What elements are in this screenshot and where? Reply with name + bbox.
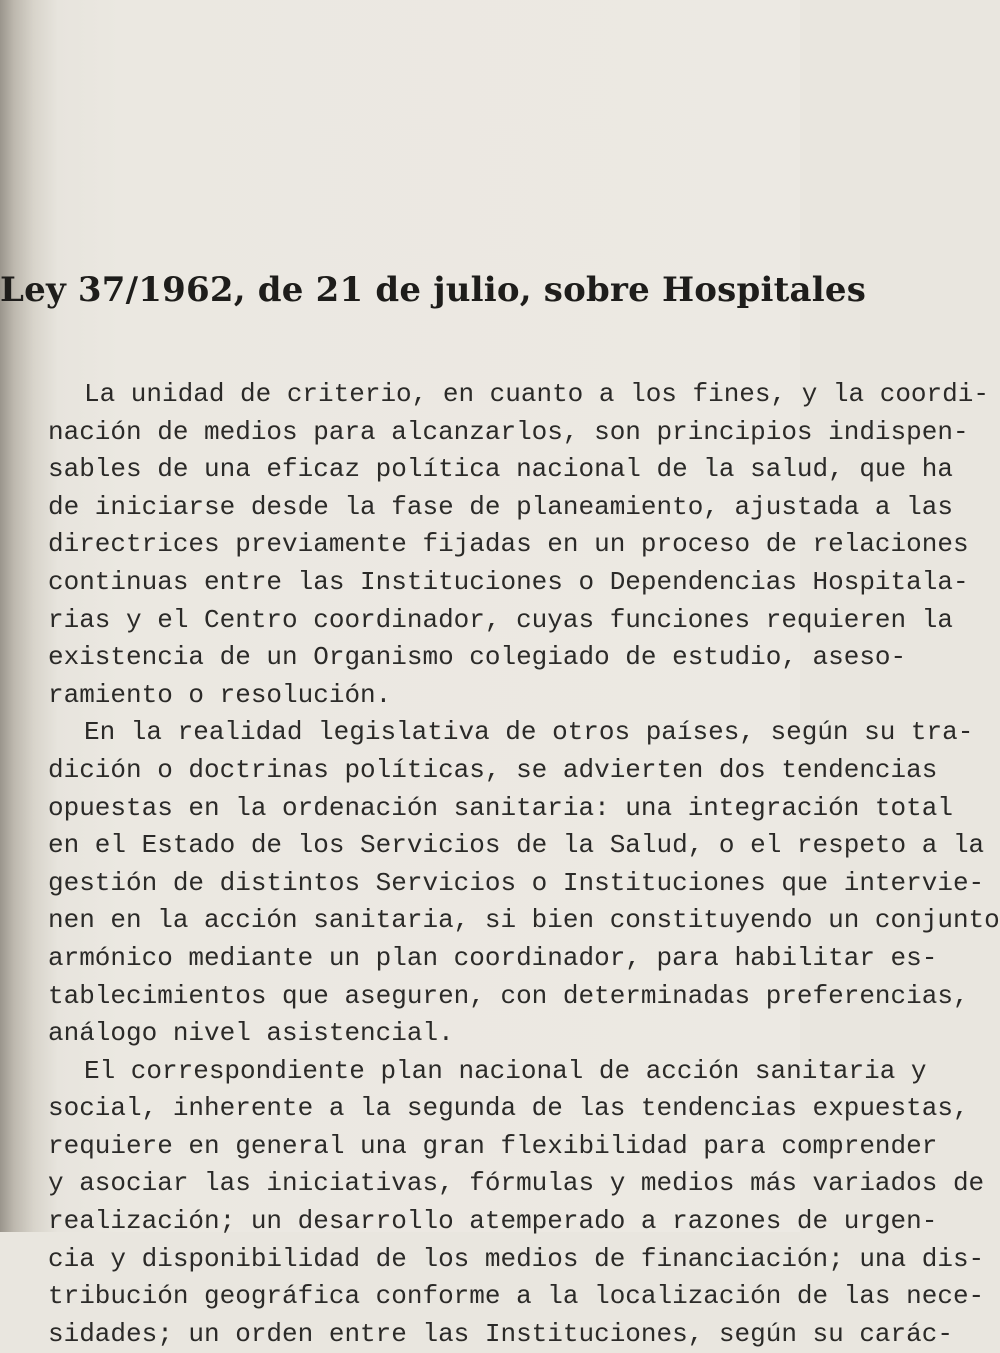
text-line: armónico mediante un plan coordinador, para habilitar es- <box>48 942 938 973</box>
text-line: nen en la acción sanitaria, si bien constituyendo un conjunto <box>48 905 1000 936</box>
document-title: Ley 37/1962, de 21 de julio, sobre Hospitales <box>0 270 867 310</box>
text-line: continuas entre las Instituciones o Dependencias Hospitala- <box>48 566 969 597</box>
text-line: En la realidad legislativa de otros países, según su tra- <box>84 717 974 748</box>
text-line: opuestas en la ordenación sanitaria: una integración total <box>48 792 953 823</box>
paragraph-2 <box>48 714 1000 1052</box>
text-line: requiere en general una gran flexibilidad para comprender <box>48 1130 938 1161</box>
text-line: rias y el Centro coordinador, cuyas funciones requieren la <box>48 604 953 635</box>
text-line: social, inherente a la segunda de las tendencias expuestas, <box>48 1093 969 1124</box>
document-body <box>48 376 1000 1353</box>
text-line: gestión de distintos Servicios o Instituciones que intervie- <box>48 867 985 898</box>
text-line: realización; un desarrollo atemperado a razones de urgen- <box>48 1206 938 1237</box>
text-line: directrices previamente fijadas en un proceso de relaciones <box>48 529 969 560</box>
text-line: cia y disponibilidad de los medios de financiación; una dis- <box>48 1243 985 1274</box>
text-line: El correspondiente plan nacional de acción sanitaria y <box>84 1055 927 1086</box>
text-line: y asociar las iniciativas, fórmulas y medios más variados de <box>48 1168 985 1199</box>
text-line: análogo nivel asistencial. <box>48 1018 454 1049</box>
text-line: sidades; un orden entre las Instituciones, según su carác- <box>48 1318 953 1349</box>
text-line: nación de medios para alcanzarlos, son principios indispen- <box>48 416 969 447</box>
paragraph-3 <box>48 1053 985 1353</box>
text-line: dición o doctrinas políticas, se advierten dos tendencias <box>48 754 938 785</box>
text-line: La unidad de criterio, en cuanto a los fines, y la coordi- <box>84 379 989 409</box>
text-line: en el Estado de los Servicios de la Salud, o el respeto a la <box>48 830 985 861</box>
text-line: tablecimientos que aseguren, con determinadas preferencias, <box>48 980 969 1011</box>
paragraph-1 <box>48 376 989 714</box>
text-line: de iniciarse desde la fase de planeamiento, ajustada a las <box>48 491 953 522</box>
text-line: existencia de un Organismo colegiado de estudio, aseso- <box>48 642 907 673</box>
text-line: sables de una eficaz política nacional de la salud, que ha <box>48 454 953 485</box>
text-line: ramiento o resolución. <box>48 679 392 710</box>
text-line: tribución geográfica conforme a la localización de las nece- <box>48 1281 985 1312</box>
